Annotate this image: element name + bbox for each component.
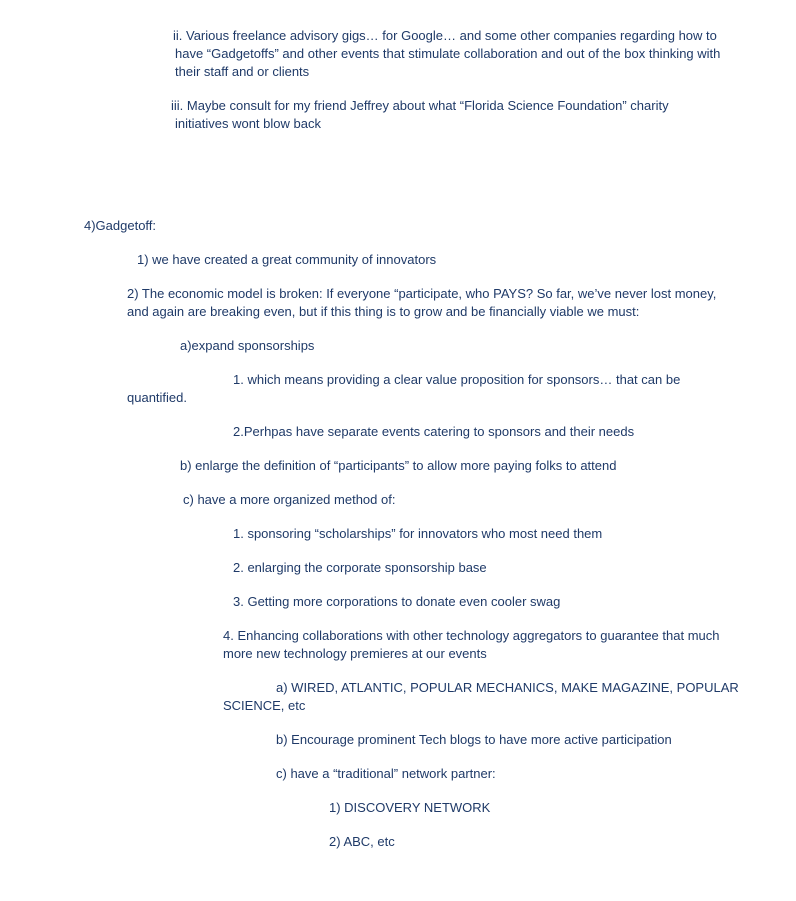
sub-point-c4c1: 1) DISCOVERY NETWORK — [329, 800, 491, 815]
list-item-iii-line-1: iii. Maybe consult for my friend Jeffrey about what “Florida Science Foundation” charity — [171, 98, 669, 113]
list-item-ii-line-2: have “Gadgetoffs” and other events that stimulate collaboration and out of the box thinking with — [175, 46, 721, 61]
list-item-ii-line-3: their staff and or clients — [175, 64, 310, 79]
point-2-line-2: and again are breaking even, but if this thing is to grow and be financially viable we must: — [127, 304, 640, 319]
sub-point-c3: 3. Getting more corporations to donate even cooler swag — [233, 594, 561, 609]
point-2-line-1: 2) The economic model is broken: If everyone “participate, who PAYS? So far, we’ve never lost money, — [127, 286, 717, 301]
sub-point-b: b) enlarge the definition of “participants” to allow more paying folks to attend — [180, 458, 617, 473]
sub-point-c: c) have a more organized method of: — [183, 492, 396, 507]
sub-point-c4-line-2: more new technology premieres at our events — [223, 646, 487, 661]
sub-point-c1: 1. sponsoring “scholarships” for innovators who most need them — [233, 526, 603, 541]
sub-point-a1-line-2: quantified. — [127, 390, 187, 405]
sub-point-c2: 2. enlarging the corporate sponsorship base — [233, 560, 487, 575]
sub-point-a2: 2.Perhpas have separate events catering to sponsors and their needs — [233, 424, 635, 439]
sub-point-c4a-line-1: a) WIRED, ATLANTIC, POPULAR MECHANICS, MAKE MAGAZINE, POPULAR — [276, 680, 739, 695]
sub-point-c4b: b) Encourage prominent Tech blogs to have more active participation — [276, 732, 672, 747]
list-item-ii-line-1: ii. Various freelance advisory gigs… for Google… and some other companies regarding how to — [173, 28, 717, 43]
section-heading-gadgetoff: 4)Gadgetoff: — [84, 218, 157, 233]
sub-point-c4c2: 2) ABC, etc — [329, 834, 395, 849]
sub-point-a1-line-1: 1. which means providing a clear value proposition for sponsors… that can be — [233, 372, 681, 387]
point-1: 1) we have created a great community of innovators — [137, 252, 437, 267]
sub-point-c4a-line-2: SCIENCE, etc — [223, 698, 306, 713]
sub-point-a: a)expand sponsorships — [180, 338, 315, 353]
list-item-iii-line-2: initiatives wont blow back — [175, 116, 321, 131]
sub-point-c4c: c) have a “traditional” network partner: — [276, 766, 496, 781]
sub-point-c4-line-1: 4. Enhancing collaborations with other technology aggregators to guarantee that much — [223, 628, 720, 643]
